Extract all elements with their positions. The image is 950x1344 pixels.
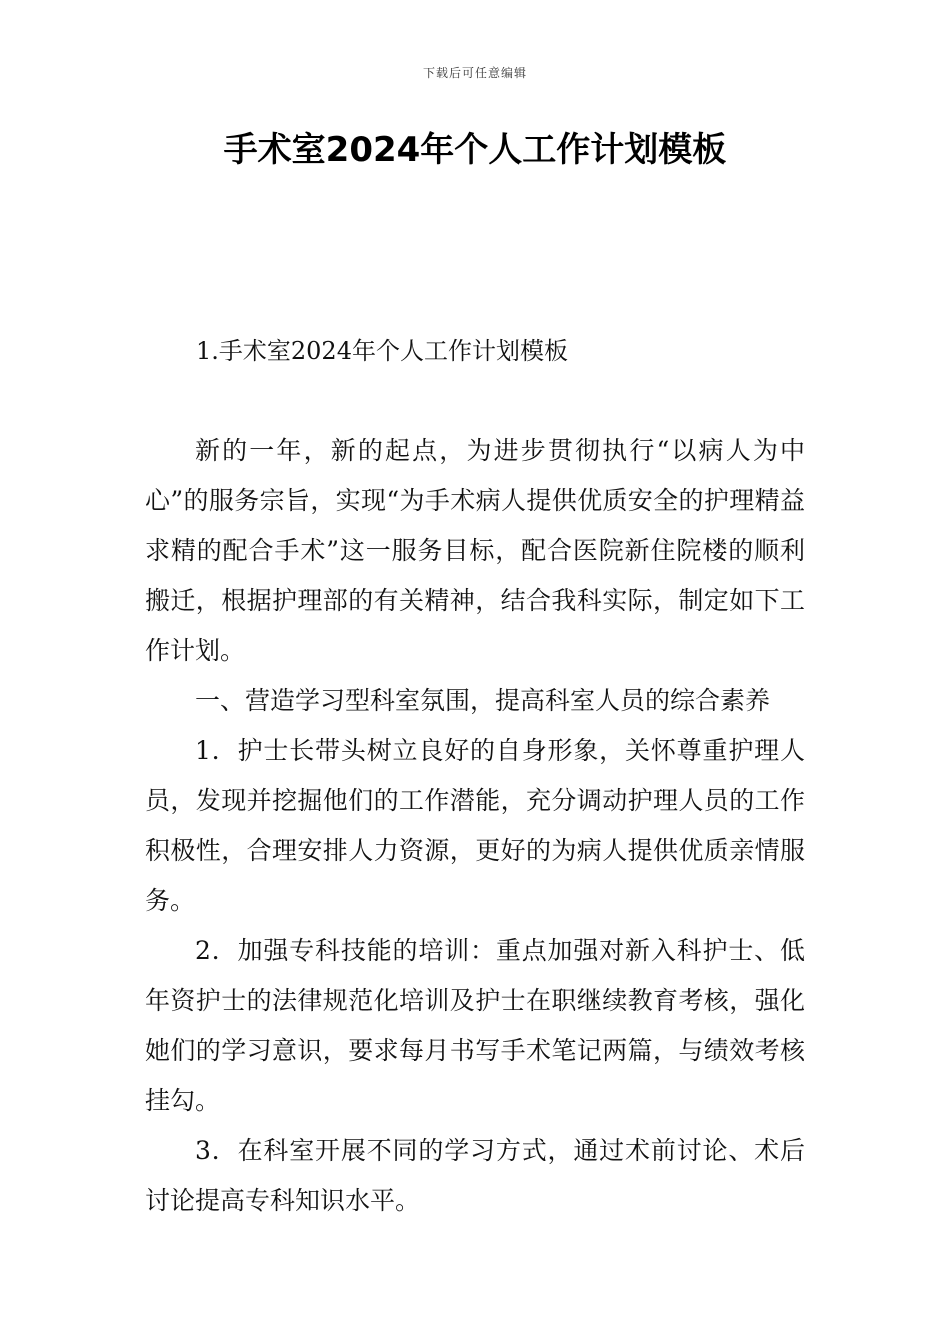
paragraph-item-2: 2．加强专科技能的培训：重点加强对新入科护士、低年资护士的法律规范化培训及护士在职继续教育考核，强化她们的学习意识，要求每月书写手术笔记两篇，与绩效考核挂勾。 (145, 936, 805, 1115)
document-body (145, 426, 805, 1226)
paragraph-item-1: 1．护士长带头树立良好的自身形象，关怀尊重护理人员，发现并挖掘他们的工作潜能，充分调动护理人员的工作积极性，合理安排人力资源，更好的为病人提供优质亲情服务。 (145, 736, 805, 915)
paragraph-intro: 新的一年，新的起点，为进步贯彻执行“以病人为中心”的服务宗旨，实现“为手术病人提供优质安全的护理精益求精的配合手术”这一服务目标，配合医院新住院楼的顺利搬迁，根据护理部的有关精神，结合我科实际，制定如下工作计划。 (145, 436, 805, 665)
paragraph-heading-one: 一、营造学习型科室氛围，提高科室人员的综合素养 (195, 686, 771, 715)
page-header-note: 下载后可任意编辑 (422, 66, 527, 80)
section-heading: 1.手术室2024年个人工作计划模板 (196, 337, 568, 365)
paragraph-item-3: 3．在科室开展不同的学习方式，通过术前讨论、术后讨论提高专科知识水平。 (145, 1136, 805, 1215)
document-title: 手术室2024年个人工作计划模板 (223, 130, 727, 170)
